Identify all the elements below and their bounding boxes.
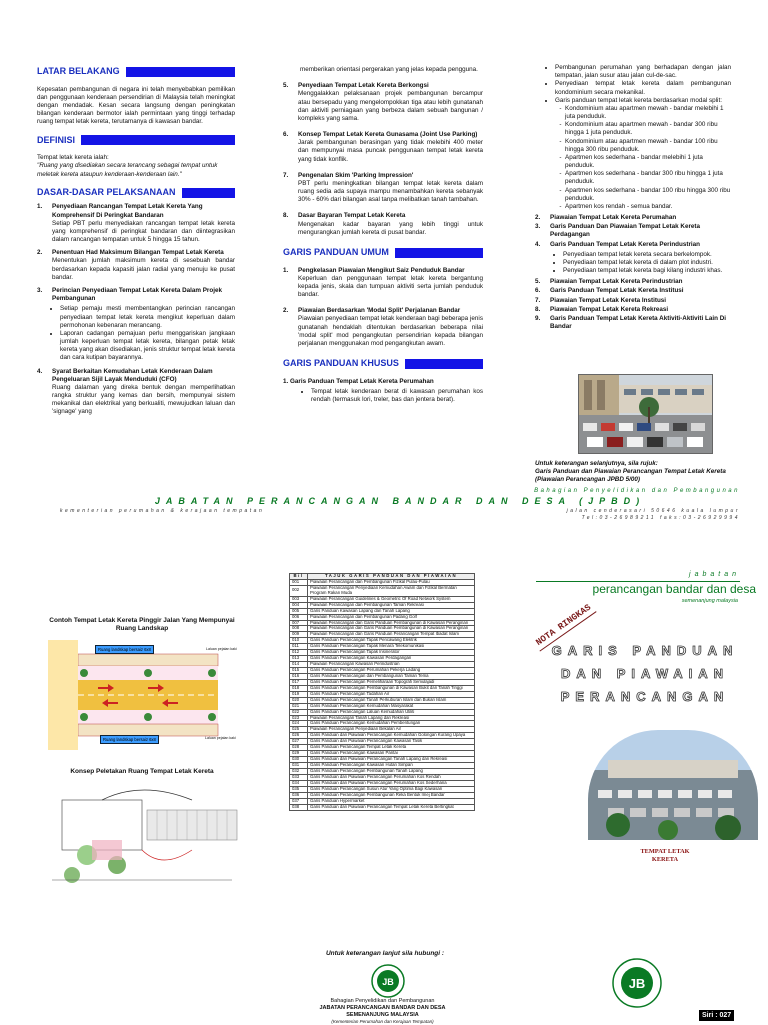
table-row: 037 Garis Panduan Hypermarket [290,798,475,804]
cover-sub: semenanjung malaysia [681,597,738,604]
table-row: 016 Garis Panduan Perancangan dan Pembangunan Taman Tema [290,673,475,679]
table-row: 025 Piawaian Perancangan Penyediaan Bekalan Air [290,727,475,733]
dasar-item: 4. Syarat Berkaitan Kemudahan Letak Kenderaan Dalam Pengeluaran Sijil Layak Menduduki (CFO) Ruang dalaman yang direka bentuk dengan memperlihatkan rangka struktur yang kemas dan bersih, mempunyai sistem mekanikal dan elektrikal yang berkualiti, mewujudkan laluan dan 'signage' yang [37,367,235,416]
table-row: 012 Garis Panduan Perancangan Tapak Insinerator [290,650,475,656]
phone: Tel:03-26989211 faks:03-26929994 [581,514,740,521]
table-row: 011 Garis Panduan Perancangan Tapak Menara Telekomunikasi [290,644,475,650]
cover-jabatan: jabatan [689,571,740,578]
siri-badge: Siri : 027 [699,1010,734,1021]
jpbd-logo-large [612,958,662,1008]
cover-title-2: DAN PIAWAIAN [560,665,730,681]
table-row: 024 Garis Panduan Perancangan Kemudahan Pembentungan [290,721,475,727]
table-row: 008 Piawaian Perancangan dan Garis Panduan Pembangunan di Kawasan Peranginan [290,626,475,632]
table-row: 018 Garis Panduan Perancangan Pembangunan di Kawasan Bukit dan Tanah Tinggi [290,685,475,691]
standards-table [289,573,475,811]
table-row: 010 Garis Panduan Perancangan Tapak Pencawang Elektrik [290,638,475,644]
jpbd-logo-small [371,964,405,998]
khusus-heading: GARIS PANDUAN KHUSUS [283,358,483,370]
roadside-parking-diagram [48,640,238,750]
address: jalan cenderasari 50646 kuala lumpur [566,508,740,515]
table-row: 013 Garis Panduan Perancangan Kawasan Perdagangan [290,656,475,662]
contact-heading: Untuk keterangan lanjut sila hubungi : [325,950,445,957]
industri-bullets: • Penyediaan tempat letak kereta secara berkelompok. • Penyediaan tempat letak kereta di dalam plot industri. • Penyediaan tempat letak kereta bagi kilang industri khas. [563,251,731,276]
fig2-title: Konsep Peletakan Ruang Tempat Letak Kereta [70,768,214,775]
cover-title-3: PERANCANGAN [560,688,730,704]
fig1-title: Contoh Tempat Letak Kereta Pinggir Jalan Yang Mempunyai Ruang Landskap [49,617,235,633]
ministry: kementerian perumahan & kerajaan tempatan [60,508,265,515]
cover-parking-photo [588,730,758,840]
table-row: 019 Garis Panduan Perancangan Tadahan Air [290,691,475,697]
table-row: 015 Garis Panduan Perancangan Perumahan Pekerja Ladang [290,668,475,674]
khusus-list-a: 2. Piawaian Tempat Letak Kereta Perumahan 3. Garis Panduan Dan Piawaian Tempat Letak Kereta Perdagangan 4. Garis Panduan Tempat Letak Kereta Perindustrian [535,214,701,248]
parking-photo [578,374,713,454]
khusus-bullets: • Tempat letak kenderaan berat di kawasan perumahan kos rendah (termasuk lori, treler, bas dan jentera berat). [311,388,483,404]
modal-split-list: - Kondominium atau apartmen mewah - bandar melebihi 1 juta penduduk. - Kondominium atau apartmen mewah - bandar 300 ribu hingga 1 juta penduduk. - Kondominium atau apartmen mewah - bandar 100 ribu hingga 300 ribu penduduk. - Apartmen kos sederhana - bandar melebihi 1 juta penduduk. - Apartmen kos sederhana - bandar 300 ribu hingga 1 juta penduduk. - Apartmen kos sederhana - bandar 100 ribu hingga 300 ribu penduduk. - Apartmen kos rendah - semua bandar. [565,105,731,211]
cover-title-1: GARIS PANDUAN [551,642,739,658]
jpbd-logo-icon [371,964,405,998]
fig1-side-b: Laluan pejalan kaki [205,736,236,740]
definisi-quote: "Ruang yang disediakan secara terancang sebagai tempat untuk meletak kereta ataupun kenderaan-kenderaan lain." [37,162,218,178]
svg-text:JB: JB [382,977,394,987]
fig1-label-b: Ruang landskap bersaiz 6x8 [100,735,159,744]
org-name: JABATAN PERANCANGAN BANDAR DAN DESA (JPBD) [154,495,646,506]
table-row: 036 Garis Panduan Perancangan Pembangunan Reka Bentuk Imej Bandar [290,792,475,798]
table-row: 029 Garis Panduan Perancangan Kawasan Pantai [290,751,475,757]
table-row: 038 Garis Panduan dan Piawaian Perancangan Tempat Letak Kereta Bertingkat [290,804,475,810]
table-row: 027 Garis Panduan dan Piawaian Perancangan Kawasan Tasik [290,739,475,745]
table-row: 022 Garis Panduan Perancangan Laluan Kemudahan Utiliti [290,709,475,715]
table-row: 005 Garis Panduan Kawasan Lapang dan Tanah Lapang [290,608,475,614]
table-row: 020 Garis Panduan Perancangan Tanah Perkuburan Islam dan Bukan Islam [290,697,475,703]
umum-heading: GARIS PANDUAN UMUM [283,247,483,259]
dasar-heading: DASAR-DASAR PELAKSANAAN [37,187,235,199]
parking-concept-diagram [42,780,248,890]
fig1-side-a: Laluan pejalan kaki [206,647,237,651]
umum-item: 1. Pengkelasan Piawaian Mengikut Saiz Penduduk Bandar Keperluan dan penggunaan tempat letak kereta bergantung kepada jenis, skala dan tumpuan aktiviti serta jumlah penduduk bandar. [283,266,483,299]
table-row: 023 Piawaian Perancangan Tanah Lapang dan Rekreasi [290,715,475,721]
latar-body: Kepesatan pembangunan di negara ini telah menyebabkan pemilikan dan penggunaan kenderaan persendirian di Malaysia telah meningkat dengan mendadak. Kesan secara langsung dengan peningkatan bilangan kenderaan bermotor ialah permintaan yang tinggi terhadap ruang tempat letak kereta, terutamanya di kawasan bandar. [37,85,235,126]
definisi-heading: DEFINISI [37,135,235,147]
dasar-item: 2. Penentuan Had Maksimum Bilangan Tempat Letak Kereta Menentukan jumlah maksimum kereta di sesebuah bandar berdasarkan kepada kapasiti jalan radial yang menuju ke pusat bandar. [37,249,235,281]
table-row: 028 Garis Panduan Perancangan Tempat Letak Kereta [290,745,475,751]
dasar-item: 1. Penyediaan Rancangan Tempat Letak Kereta Yang Komprehensif Di Peringkat Bandaran Setiap PBT perlu menyediakan rancangan tempat letak kereta yang komprehensif di peringkat bandaran dan diintegrasikan dalam rancangan tempatan untuk 5 hingga 15 tahun. [37,203,235,244]
dasar-item: 8. Dasar Bayaran Tempat Letak Kereta Mengenakan kadar bayaran yang lebih tinggi untuk mengurangkan jumlah kereta di pusat bandar. [283,212,483,236]
cover-main-title: TEMPAT LETAK KERETA [640,848,690,864]
table-row: 014 Piawaian Perancangan Kawasan Perindustrian [290,662,475,668]
fig2-diagram [42,780,248,890]
table-row: 001 Piawaian Perancangan dan Pembangunan Fizikal Pulau-Pulau [290,579,475,585]
latar-heading: LATAR BELAKANG [37,66,235,78]
nota-ringkas: NOTA RINGKAS [533,601,597,651]
jpbd-emblem-icon [612,958,662,1008]
table-row: 034 Garis Panduan dan Piawaian Perancangan Perumahan Kos Sederhana [290,780,475,786]
svg-text:JB: JB [628,976,646,991]
parking-lot-photo [579,375,713,454]
photo-note: Untuk keterangan selanjutnya, sila rujuk: Garis Panduan dan Piawaian Perancangan Tempat Letak Kereta (Piawaian Perancangan JPBD 5/00) [535,460,726,484]
table-row: 004 Piawaian Perancangan dan Pembangunan Taman Rekreasi [290,602,475,608]
dasar-item: 6. Konsep Tempat Letak Kereta Gunasama (Joint Use Parking) Jarak pembangunan berasingan yang tidak melebihi 400 meter dan mempunyai masa puncak penggunaan tempat letak kereta yang tidak konflik. [283,131,483,163]
dasar-item: 7. Pengenalan Skim 'Parking Impression' PBT perlu meningkatkan bilangan tempat letak kereta dalam ruang sedia ada supaya mampu menambahkan kereta sebanyak 30% - 60% dari bilangan asal tanpa melibatkan tanah tambahan. [283,171,483,204]
col3-bullets-top: • Pembangunan perumahan yang berhadapan dengan jalan tempatan, jalan susur atau jalan cul-de-sac. • Penyediaan tempat letak kereta dalam pembangunan kondominium secara mekanikal. • Garis panduan tempat letak kereta berdasarkan modal split: [555,64,731,105]
dasar-item: 5. Penyediaan Tempat Letak Kereta Berkongsi Menggalakkan pelaksanaan projek pembangunan bercampur atau bersepadu yang mengelompokkan tiga atau lebih gunatanah dan aktiviti perniagaan yang berbeza dalam sebuah bangunan / kompleks yang sama. [283,82,483,122]
col2 [283,66,483,404]
table-row: 017 Garis Panduan Perancangan Pemeliharaan Topografi Semulajadi [290,679,475,685]
col1 [37,66,235,417]
dasar-item: 3. Perincian Penyediaan Tempat Letak Kereta Dalam Projek Pembangunan • Setiap pemaju mesti membentangkan perincian rancangan penyediaan tempat letak kereta mengikut keperluan dalam permohonan kebenaran merancang. • Laporan cadangan pemajuan perlu menggariskan jangkaan jumlah keperluan tempat letak kereta, bilangan petak letak kereta yang akan disediakan, jenis struktur tempat letak kereta dan cara kutipan bayarannya. [37,287,235,363]
cover-photo [588,730,758,840]
cover-brand: perancangan bandar dan desa [592,582,756,597]
umum-item: 2. Piawaian Berdasarkan 'Modal Split' Perjalanan Bandar Piawaian penyediaan tempat letak kenderaan bagi beberapa jenis gunatanah hendaklah ditentukan berdasarkan beberapa nilai 'modal split' mod pengangkutan persendirian kepada bilangan perjalanan menggunakan mod pengangkutan awam. [283,307,483,347]
fig1-diagram [48,640,238,750]
definisi-intro: Tempat letak kereta ialah: [37,154,109,162]
table-row: 009 Piawaian Perancangan dan Garis Panduan Perancangan Tempat Ibadat Islam [290,632,475,638]
contact-address: Bahagian Penyelidikan dan Pembangunan JABATAN PERANCANGAN BANDAR DAN DESA SEMENANJUNG MALAYSIA (Kementerian Perumahan dan Kerajaan Tempatan) [319,998,446,1025]
item3-bullets: • Setiap pemaju mesti membentangkan perincian rancangan penyediaan tempat letak kereta mengikut keperluan dalam permohonan kebenaran merancang. • Laporan cadangan pemajuan perlu menggariskan jangkaan jumlah keperluan tempat letak kereta, bilangan petak letak kereta yang akan disediakan, jenis struktur tempat letak kereta dan cara kutipan bayarannya. [60,305,235,362]
standards-table-grid: Bil TAJUK GARIS PANDUAN DAN PIAWAIAN 001 Piawaian Perancangan dan Pembangunan Fizikal Pulau-Pulau 002 Piawaian Perancangan Penyediaan Kemudahan Awam dan Fizikal Bermatan Program Rakan Muda 003 Piawaian Perancangan Guidelines & Geometric Of Road Network System 004 Piawaian Perancangan dan Pembangunan Taman Rekreasi 005 Garis Panduan Kawasan Lapang dan Tanah Lapang 006 Piawaian Perancangan dan Pembangunan Padang Golf 007 Piawaian Perancangan dan Garis Panduan Pembangunan di Kawasan Peranginan 008 Piawaian Perancangan dan Garis Panduan Pembangunan di Kawasan Peranginan 009 Piawaian Perancangan dan Garis Panduan Perancangan Tempat Ibadat Islam 010 Garis Panduan Perancangan Tapak Pencawang Elektrik 011 Garis Panduan Perancangan Tapak Menara Telekomunikasi 012 Garis Panduan Perancangan Tapak Insinerator 013 Garis Panduan Perancangan Kawasan Perdagangan 014 Piawaian Perancangan Kawasan Perindustrian 015 Garis Panduan Perancangan Perumahan Pekerja Ladang 016 Garis Panduan Perancangan dan Pembangunan Taman Tema 017 Garis Panduan Perancangan Pemeliharaan Topografi Semulajadi 018 Garis Panduan Perancangan Pembangunan di Kawasan Bukit dan Tanah Tinggi 019 Garis Panduan Perancangan Tadahan Air 020 Garis Panduan Perancangan Tanah Perkuburan Islam dan Bukan Islam 021 Garis Panduan Perancangan Kemudahan Masyarakat 022 Garis Panduan Perancangan Laluan Kemudahan Utiliti 023 Piawaian Perancangan Tanah Lapang dan Rekreasi 024 Garis Panduan Perancangan Kemudahan Pembentungan 025 Piawaian Perancangan Penyediaan Bekalan Air 026 Garis Panduan dan Piawaian Perancangan Kemudahan Golongan Kurang Upaya 027 Garis Panduan dan Piawaian Perancangan Kawasan Tasik 028 Garis Panduan Perancangan Tempat Letak Kereta 029 Garis Panduan Perancangan Kawasan Pantai 030 Garis Panduan dan Piawaian Perancangan Tanah Lapang dan Rekreasi 031 Garis Panduan Perancangan Kawasan Hutan Simpan 032 Garis Panduan Perancangan Pembangunan Tanah Lapang 033 Garis Panduan dan Piawaian Perancangan Perumahan Kos Rendah 034 Garis Panduan dan Piawaian Perancangan Perumahan Kos Sederhana 035 Garis Panduan Perancangan Susun Atur Yang Optima Bagi Kawasan 036 Garis Panduan Perancangan Pembangunan Reka Bentuk Imej Bandar 037 Garis Panduan Hypermarket 038 Garis Panduan dan Piawaian Perancangan Tempat Letak Kereta Bertingkat [289,573,475,811]
table-row: 026 Garis Panduan dan Piawaian Perancangan Kemudahan Golongan Kurang Upaya [290,733,475,739]
table-row: 033 Garis Panduan dan Piawaian Perancangan Perumahan Kos Rendah [290,774,475,780]
table-row: 003 Piawaian Perancangan Guidelines & Geometric Of Road Network System [290,596,475,602]
table-row: 006 Piawaian Perancangan dan Pembangunan Padang Golf [290,614,475,620]
khusus-item: 1. Garis Panduan Tempat Letak Kereta Perumahan [283,377,434,385]
khusus-list-b: 5. Piawaian Tempat Letak Kereta Perindustrian 6. Garis Panduan Tempat Letak Kereta Institusi 7. Piawaian Tempat Letak Kereta Institusi 8. Piawaian Tempat Letak Kereta Rekreasi 9. Garis Panduan Tempat Letak Kereta Aktiviti-Aktiviti Lain Di Bandar [535,278,727,331]
table-row: 007 Piawaian Perancangan dan Garis Panduan Pembangunan di Kawasan Peranginan [290,620,475,626]
col2-continuation: memberikan orientasi pergerakan yang jelas kepada pengguna. [300,66,478,73]
table-row: 035 Garis Panduan Perancangan Susun Atur Yang Optima Bagi Kawasan [290,786,475,792]
fig1-label-a: Ruang landskap bersaiz 6x8 [95,645,154,654]
table-row: 032 Garis Panduan Perancangan Pembangunan Tanah Lapang [290,768,475,774]
table-row: 002 Piawaian Perancangan Penyediaan Kemudahan Awam dan Fizikal Bermatan Program Rakan Muda [290,585,475,596]
table-row: 021 Garis Panduan Perancangan Kemudahan Masyarakat [290,703,475,709]
table-row: 030 Garis Panduan dan Piawaian Perancangan Tanah Lapang dan Rekreasi [290,757,475,763]
col3 [535,62,731,331]
org-footer: Bahagian Penyelidikan dan Pembangunan JABATAN PERANCANGAN BANDAR DAN DESA (JPBD) kementerian perumahan & kerajaan tempatan jalan cenderasari 50646 kuala lumpur Tel:03-26989211 faks:03-26929994 [60,488,740,521]
table-row: 031 Garis Panduan Perancangan Kawasan Hutan Simpan [290,763,475,769]
